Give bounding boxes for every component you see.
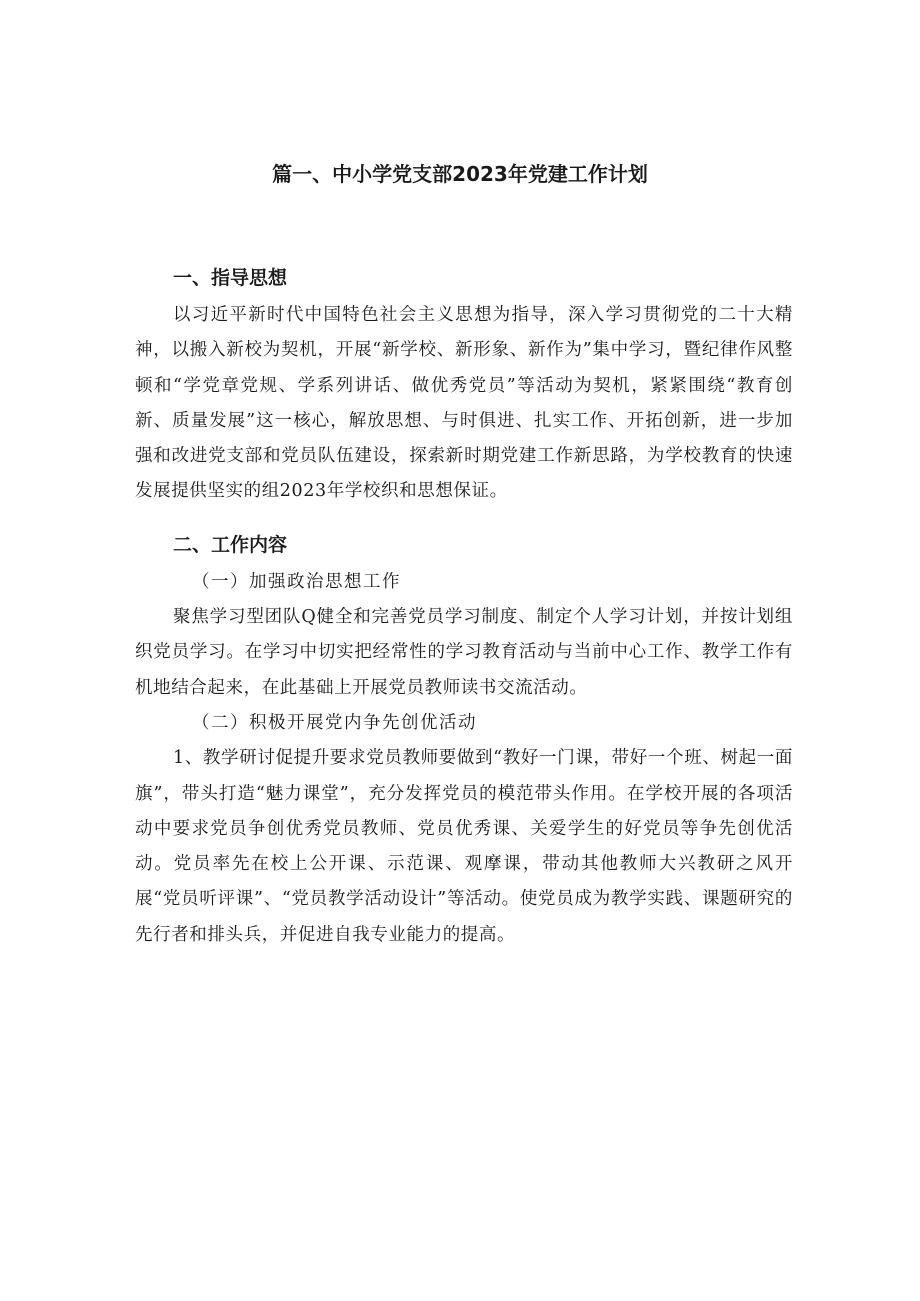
subsection-heading-excellence-activities: （二）积极开展党内争先创优活动 — [192, 712, 477, 733]
subsection-heading-political-work: （一）加强政治思想工作 — [192, 571, 401, 592]
paragraph-guiding-ideology: 以习近平新时代中国特色社会主义思想为指导，深入学习贯彻党的二十大精神，以搬入新校为契机，开展“新学校、新形象、新作为”集中学习，暨纪律作风整顿和“学党章党规、学系列讲话、做优秀党员”等活动为契机，紧紧围绕“教育创新、质量发展”这一核心，解放思想、与时俱进、扎实工作、开拓创新，进一步加强和改进党支部和党员队伍建设，探索新时期党建工作新思路，为学校教育的快速发展提供坚实的组2023年学校织和思想保证。 — [135, 305, 793, 502]
section-heading-work-content: 二、工作内容 — [173, 533, 288, 556]
section-heading-guiding-ideology: 一、指导思想 — [173, 267, 288, 289]
paragraph-political-work: 聚焦学习型团队Q健全和完善党员学习制度、制定个人学习计划，并按计划组织党员学习。在学习中切实把经常性的学习教育活动与当前中心工作、教学工作有机地结合起来，在此基础上开展党员教师读书交流活动。 — [135, 607, 793, 698]
document-title: 篇一、中小学党支部2023年党建工作计划 — [272, 162, 648, 186]
document-body — [135, 258, 793, 953]
paragraph-teaching-research: 1、教学研讨促提升要求党员教师要做到“教好一门课，带好一个班、树起一面旗”，带头打造“魅力课堂”，充分发挥党员的模范带头作用。在学校开展的各项活动中要求党员争创优秀党员教师、党员优秀课、关爱学生的好党员等争先创优活动。党员率先在校上公开课、示范课、观摩课，带动其他教师大兴教研之风开展“党员听评课”、“党员教学活动设计”等活动。使党员成为教学实践、课题研究的先行者和排头兵，并促进自我专业能力的提高。 — [135, 748, 793, 945]
